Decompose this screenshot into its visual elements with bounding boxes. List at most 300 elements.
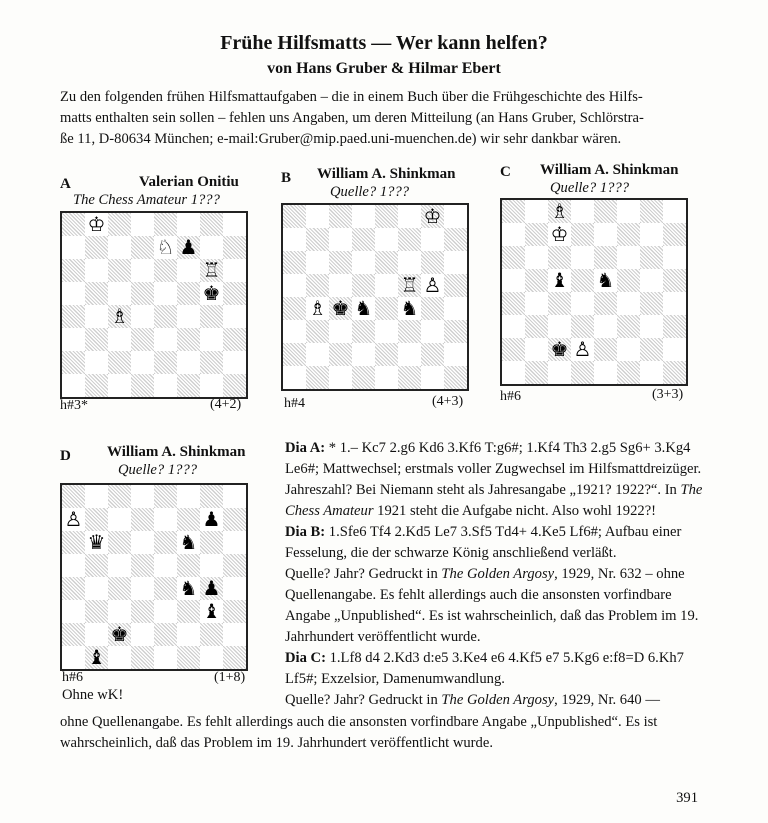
board-square [200, 305, 223, 328]
board-square [329, 320, 352, 343]
black-knight-icon: ♞ [354, 296, 373, 320]
board-square [502, 338, 525, 361]
board-square [525, 361, 548, 384]
board-square [131, 623, 154, 646]
board-square [283, 366, 306, 389]
board-square [85, 531, 108, 554]
board-square [329, 366, 352, 389]
board-square [283, 297, 306, 320]
board-square [200, 259, 223, 282]
board-square [375, 251, 398, 274]
board-square [177, 282, 200, 305]
board-square [594, 269, 617, 292]
source-title: The Chess Amateur [285, 482, 703, 519]
board-square [85, 600, 108, 623]
board-square [663, 338, 686, 361]
board-square [200, 508, 223, 531]
board-square [108, 236, 131, 259]
problem-label: C [500, 164, 511, 180]
board-square [108, 646, 131, 669]
solution-c [285, 648, 705, 690]
board-square [502, 315, 525, 338]
board-square [177, 305, 200, 328]
board-square [62, 508, 85, 531]
board-square [548, 246, 571, 269]
board-square [421, 228, 444, 251]
board-square [154, 213, 177, 236]
note-text: Jahreszahl? Bei Niemann steht als Jahresangabe „1921? 1922?“. In [285, 482, 681, 498]
board-square [62, 213, 85, 236]
white-bishop-icon: ♗ [308, 296, 327, 320]
board-square [502, 292, 525, 315]
board-square [398, 366, 421, 389]
note-text: 1921 steht die Aufgabe nicht. Also wohl 1922?! [373, 503, 657, 519]
board-square [548, 292, 571, 315]
board-square [131, 646, 154, 669]
board-square [663, 269, 686, 292]
board-square [421, 320, 444, 343]
board-square [177, 508, 200, 531]
board-square [398, 251, 421, 274]
board-square [108, 531, 131, 554]
board-square [223, 554, 246, 577]
board-square [108, 485, 131, 508]
solution-text: * 1.– Kc7 2.g6 Kd6 3.Kf6 T:g6#; 1.Kf4 Th3 2.g5 Sg6+ 3.Kg4 Le6#; Mattwechsel; erstmals voller Zugwechsel im Hilfsmattdreizüger. [285, 440, 702, 477]
board-square [154, 577, 177, 600]
board-square [502, 269, 525, 292]
board-square [223, 213, 246, 236]
stipulation: h#6 [62, 670, 83, 685]
chess-board [500, 198, 688, 386]
board-square [223, 374, 246, 397]
closing-text [60, 712, 705, 754]
board-square [283, 228, 306, 251]
problem-label: D [60, 448, 71, 464]
board-square [306, 205, 329, 228]
board-square [85, 305, 108, 328]
board-square [177, 485, 200, 508]
board-square [444, 297, 467, 320]
board-square [85, 374, 108, 397]
board-square [398, 228, 421, 251]
board-square [131, 485, 154, 508]
black-king-icon: ♚ [110, 622, 129, 646]
board-square [62, 600, 85, 623]
closing-line: ohne Quellenangabe. Es fehlt allerdings auch die ansonsten vorfindbare Angabe „Unpublished“. Es ist [60, 714, 658, 730]
board-square [154, 508, 177, 531]
board-square [62, 236, 85, 259]
board-square [108, 554, 131, 577]
board-square [617, 315, 640, 338]
board-square [283, 205, 306, 228]
problem-label: A [60, 176, 71, 192]
board-square [640, 292, 663, 315]
board-square [131, 577, 154, 600]
note-text: , 1929, Nr. 640 — [554, 692, 660, 708]
white-bishop-icon: ♗ [550, 199, 569, 223]
stipulation: h#4 [284, 396, 305, 411]
board-square [108, 600, 131, 623]
board-square [177, 531, 200, 554]
board-square [525, 338, 548, 361]
board-square [375, 297, 398, 320]
board-square [444, 274, 467, 297]
board-square [548, 315, 571, 338]
intro-line: matts enthalten sein sollen – fehlen uns Angaben, um deren Mitteilung (an Hans Gruber, Schlörstra- [60, 110, 644, 126]
board-square [62, 577, 85, 600]
board-square [177, 259, 200, 282]
problem-author: William A. Shinkman [540, 162, 679, 178]
board-square [62, 485, 85, 508]
board-square [85, 259, 108, 282]
chess-board [60, 483, 248, 671]
board-square [444, 320, 467, 343]
piece-count: (3+3) [652, 387, 684, 402]
board-square [177, 554, 200, 577]
board-square [502, 361, 525, 384]
board-square [108, 259, 131, 282]
board-square [85, 623, 108, 646]
board-square [444, 228, 467, 251]
board-square [375, 274, 398, 297]
board-square [375, 228, 398, 251]
board-square [85, 508, 108, 531]
problem-source: Quelle? 1??? [330, 184, 410, 200]
board-square [617, 269, 640, 292]
board-square [131, 305, 154, 328]
board-square [154, 531, 177, 554]
board-square [525, 223, 548, 246]
board-square [62, 374, 85, 397]
board-square [62, 351, 85, 374]
board-square [131, 328, 154, 351]
board-square [398, 297, 421, 320]
board-square [131, 213, 154, 236]
board-square [154, 236, 177, 259]
article-authors: von Hans Gruber & Hilmar Ebert [267, 60, 501, 77]
board-square [177, 374, 200, 397]
black-queen-icon: ♛ [87, 530, 106, 554]
board-square [640, 315, 663, 338]
board-square [154, 259, 177, 282]
board-square [177, 351, 200, 374]
white-bishop-icon: ♗ [110, 304, 129, 328]
board-square [62, 328, 85, 351]
board-square [306, 228, 329, 251]
note-text: Quelle? Jahr? Gedruckt in [285, 692, 442, 708]
black-pawn-icon: ♟ [202, 576, 221, 600]
board-square [398, 274, 421, 297]
chess-board [281, 203, 469, 391]
board-square [177, 213, 200, 236]
note-b [285, 564, 705, 648]
board-square [502, 200, 525, 223]
piece-count: (4+2) [210, 397, 242, 412]
board-square [306, 320, 329, 343]
board-square [223, 623, 246, 646]
board-square [108, 623, 131, 646]
board-square [283, 320, 306, 343]
source-title: The Golden Argosy [441, 692, 555, 708]
board-square [594, 338, 617, 361]
board-square [177, 328, 200, 351]
board-square [223, 351, 246, 374]
board-square [200, 600, 223, 623]
intro-paragraph [60, 87, 700, 150]
board-square [640, 246, 663, 269]
board-square [154, 351, 177, 374]
board-square [200, 351, 223, 374]
board-square [571, 361, 594, 384]
note-c [285, 690, 705, 711]
board-square [663, 200, 686, 223]
board-square [329, 274, 352, 297]
board-square [223, 305, 246, 328]
board-square [200, 577, 223, 600]
board-square [200, 531, 223, 554]
white-knight-icon: ♘ [156, 235, 175, 259]
board-square [663, 223, 686, 246]
board-square [421, 205, 444, 228]
board-square [85, 236, 108, 259]
board-square [548, 361, 571, 384]
board-square [421, 343, 444, 366]
board-square [444, 343, 467, 366]
problem-author: William A. Shinkman [107, 444, 246, 460]
board-square [444, 251, 467, 274]
chess-board [60, 211, 248, 399]
board-square [571, 223, 594, 246]
board-square [200, 374, 223, 397]
board-square [131, 374, 154, 397]
black-knight-icon: ♞ [400, 296, 419, 320]
board-square [177, 577, 200, 600]
board-square [200, 213, 223, 236]
board-square [62, 259, 85, 282]
board-square [62, 554, 85, 577]
board-square [571, 338, 594, 361]
board-square [306, 297, 329, 320]
board-square [108, 305, 131, 328]
board-square [329, 228, 352, 251]
board-square [617, 292, 640, 315]
board-square [444, 366, 467, 389]
black-knight-icon: ♞ [179, 576, 198, 600]
board-square [617, 200, 640, 223]
board-square [617, 361, 640, 384]
board-square [108, 282, 131, 305]
board-square [223, 646, 246, 669]
board-square [548, 269, 571, 292]
white-king-icon: ♔ [423, 204, 442, 228]
board-square [640, 361, 663, 384]
board-square [594, 223, 617, 246]
problem-note: Ohne wK! [62, 687, 124, 703]
board-square [154, 282, 177, 305]
board-square [398, 205, 421, 228]
board-square [352, 343, 375, 366]
solution-text: 1.Lf8 d4 2.Kd3 d:e5 3.Ke4 e6 4.Kf5 e7 5.Kg6 e:f8=D 6.Kh7 Lf5#; Exzelsior, Damenumwandlung. [285, 650, 684, 687]
board-square [154, 328, 177, 351]
board-square [306, 274, 329, 297]
board-square [154, 646, 177, 669]
board-square [154, 305, 177, 328]
board-square [329, 297, 352, 320]
piece-count: (1+8) [214, 670, 246, 685]
solutions-text [285, 438, 705, 711]
board-square [663, 361, 686, 384]
board-square [131, 531, 154, 554]
board-square [525, 315, 548, 338]
board-square [154, 374, 177, 397]
white-pawn-icon: ♙ [423, 273, 442, 297]
board-square [421, 251, 444, 274]
board-square [108, 328, 131, 351]
note-text: Quelle? Jahr? Gedruckt in [285, 566, 442, 582]
board-square [594, 200, 617, 223]
board-square [352, 274, 375, 297]
board-square [154, 554, 177, 577]
board-square [548, 338, 571, 361]
board-square [525, 200, 548, 223]
board-square [200, 236, 223, 259]
board-square [200, 282, 223, 305]
stipulation: h#3* [60, 398, 88, 413]
board-square [131, 508, 154, 531]
board-square [421, 274, 444, 297]
board-square [375, 366, 398, 389]
board-square [571, 315, 594, 338]
board-square [223, 259, 246, 282]
board-square [131, 282, 154, 305]
board-square [108, 213, 131, 236]
board-square [640, 338, 663, 361]
board-square [329, 205, 352, 228]
solution-a [285, 438, 705, 480]
board-square [548, 223, 571, 246]
board-square [352, 320, 375, 343]
white-king-icon: ♔ [87, 212, 106, 236]
problem-label: B [281, 170, 292, 186]
black-knight-icon: ♞ [179, 530, 198, 554]
board-square [421, 366, 444, 389]
white-rook-icon: ♖ [400, 273, 419, 297]
board-square [223, 328, 246, 351]
board-square [85, 213, 108, 236]
board-square [131, 351, 154, 374]
black-king-icon: ♚ [331, 296, 350, 320]
black-king-icon: ♚ [550, 337, 569, 361]
board-square [617, 246, 640, 269]
board-square [223, 485, 246, 508]
closing-line: wahrscheinlich, daß das Problem im 19. Jahrhundert veröffentlicht wurde. [60, 735, 493, 751]
black-knight-icon: ♞ [596, 268, 615, 292]
board-square [200, 646, 223, 669]
board-square [62, 623, 85, 646]
stipulation: h#6 [500, 389, 521, 404]
board-square [640, 223, 663, 246]
board-square [306, 251, 329, 274]
note-text: , 1929, Nr. 632 – ohne Quellenangabe. Es fehlt allerdings auch die ansonsten vorfindbare Angabe „Unpublished“. Es ist wahrscheinlich, daß das Problem im 19. Jahrhundert veröffentlicht wurde. [285, 566, 699, 645]
board-square [525, 292, 548, 315]
board-square [131, 554, 154, 577]
board-square [594, 315, 617, 338]
note-a [285, 480, 705, 522]
board-square [154, 600, 177, 623]
board-square [200, 328, 223, 351]
board-square [223, 236, 246, 259]
board-square [62, 646, 85, 669]
intro-line: ße 11, D-80634 München; e-mail:Gruber@mip.paed.uni-muenchen.de) wir sehr dankbar wären. [60, 131, 622, 147]
board-square [352, 228, 375, 251]
board-square [617, 338, 640, 361]
white-pawn-icon: ♙ [573, 337, 592, 361]
black-king-icon: ♚ [202, 281, 221, 305]
problem-source: The Chess Amateur 1??? [73, 192, 220, 208]
white-rook-icon: ♖ [202, 258, 221, 282]
white-king-icon: ♔ [550, 222, 569, 246]
board-square [223, 508, 246, 531]
board-square [131, 600, 154, 623]
intro-line: Zu den folgenden frühen Hilfsmattaufgaben – die in einem Buch über die Frühgeschichte des Hilfs- [60, 89, 643, 105]
board-square [131, 259, 154, 282]
board-square [375, 343, 398, 366]
solution-b [285, 522, 705, 564]
board-square [62, 282, 85, 305]
board-square [223, 600, 246, 623]
board-square [352, 205, 375, 228]
board-square [223, 282, 246, 305]
black-bishop-icon: ♝ [202, 599, 221, 623]
board-square [177, 236, 200, 259]
board-square [177, 646, 200, 669]
black-pawn-icon: ♟ [179, 235, 198, 259]
board-square [283, 343, 306, 366]
board-square [154, 485, 177, 508]
board-square [200, 623, 223, 646]
board-square [444, 205, 467, 228]
board-square [502, 223, 525, 246]
black-pawn-icon: ♟ [202, 507, 221, 531]
board-square [502, 246, 525, 269]
board-square [306, 366, 329, 389]
article-title: Frühe Hilfsmatts — Wer kann helfen? [220, 32, 548, 54]
board-square [352, 297, 375, 320]
board-square [108, 508, 131, 531]
board-square [177, 600, 200, 623]
board-square [108, 351, 131, 374]
board-square [525, 246, 548, 269]
board-square [329, 343, 352, 366]
board-square [177, 623, 200, 646]
board-square [85, 577, 108, 600]
board-square [663, 246, 686, 269]
problem-author: William A. Shinkman [317, 166, 456, 182]
board-square [375, 205, 398, 228]
page-number: 391 [676, 790, 698, 806]
board-square [571, 246, 594, 269]
board-square [352, 366, 375, 389]
board-square [85, 282, 108, 305]
board-square [398, 343, 421, 366]
board-square [640, 200, 663, 223]
board-square [663, 292, 686, 315]
dia-label: Dia C: [285, 650, 326, 666]
board-square [62, 305, 85, 328]
board-square [223, 531, 246, 554]
problem-author: Valerian Onitiu [139, 174, 239, 190]
board-square [283, 251, 306, 274]
